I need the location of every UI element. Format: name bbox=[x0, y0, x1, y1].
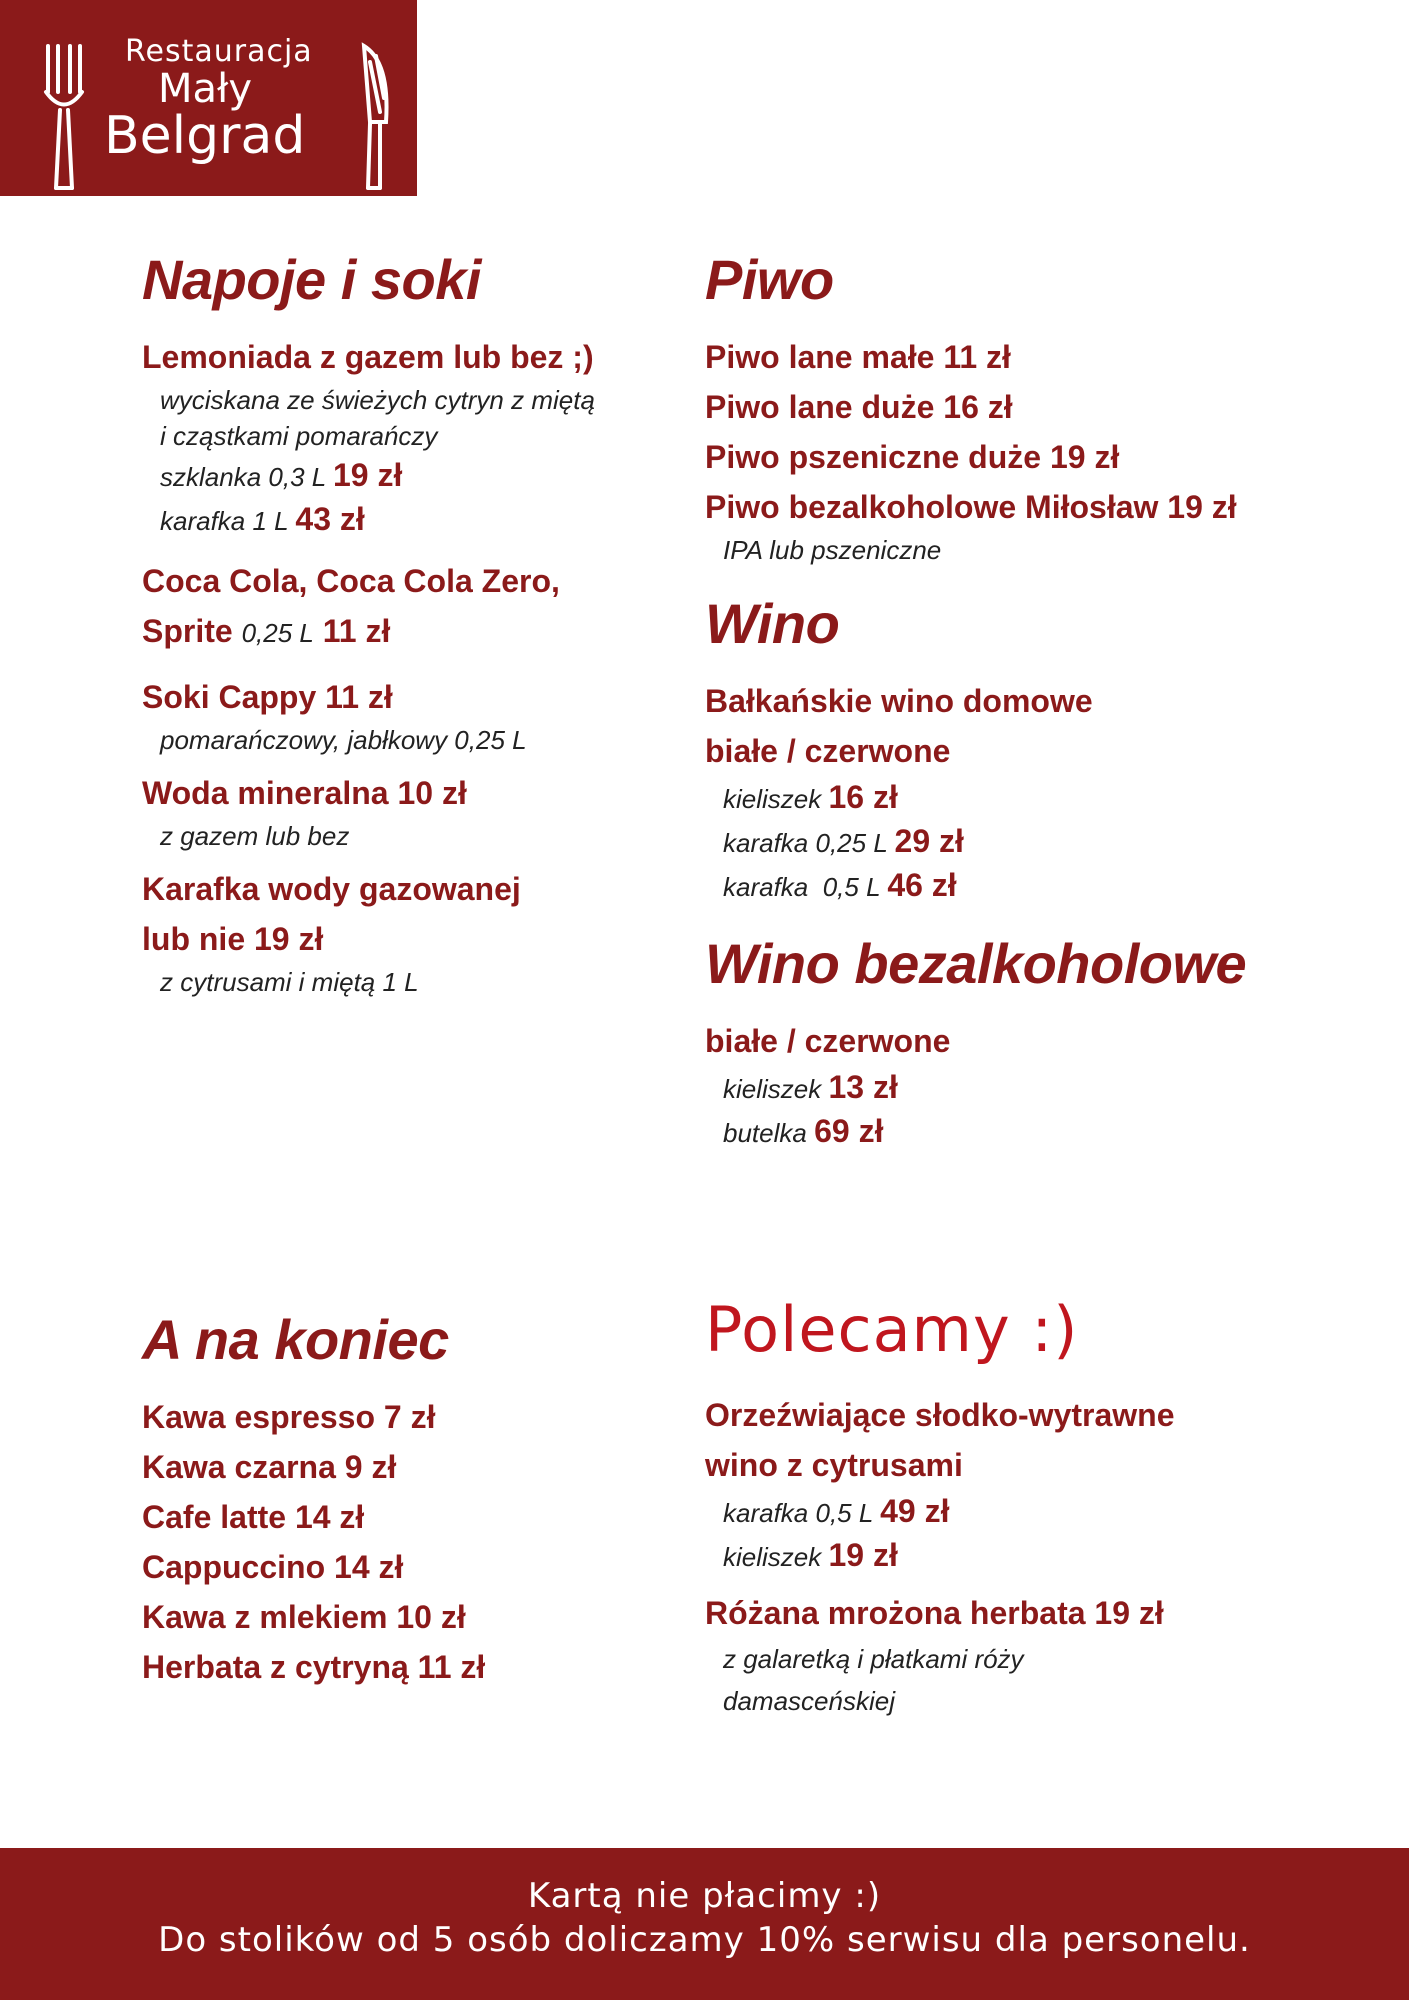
price: 46 zł bbox=[887, 867, 957, 903]
size-label: kieliszek bbox=[723, 1074, 822, 1104]
menu-item: Piwo lane małe 11 zł bbox=[705, 339, 1011, 375]
section-title: Napoje i soki bbox=[142, 248, 481, 311]
price: 13 zł bbox=[828, 1069, 898, 1105]
item-description: pomarańczowy, jabłkowy 0,25 L bbox=[160, 725, 527, 755]
item-size-price bbox=[705, 1066, 1325, 1110]
menu-item: Cappuccino 14 zł bbox=[142, 1549, 404, 1585]
menu-item-karafka-price: lub nie 19 zł bbox=[142, 921, 324, 957]
footer-line-1: Kartą nie płacimy :) bbox=[527, 1876, 882, 1916]
price: 69 zł bbox=[814, 1113, 884, 1149]
size-label: butelka bbox=[723, 1118, 807, 1148]
price: 29 zł bbox=[894, 823, 964, 859]
logo-line-3: Belgrad bbox=[104, 106, 306, 166]
section-title: A na koniec bbox=[142, 1308, 449, 1371]
price: 16 zł bbox=[828, 779, 898, 815]
menu-item-wino-cytrusy: Orzeźwiające słodko-wytrawne bbox=[705, 1397, 1175, 1433]
menu-item: Piwo bezalkoholowe Miłosław 19 zł bbox=[705, 489, 1237, 525]
section-title: Piwo bbox=[705, 248, 834, 311]
section-piwo bbox=[705, 250, 1325, 1154]
menu-item: Kawa czarna 9 zł bbox=[142, 1449, 397, 1485]
item-description: i cząstkami pomarańczy bbox=[160, 421, 438, 451]
menu-item: Piwo pszeniczne duże 19 zł bbox=[705, 439, 1120, 475]
section-koniec bbox=[142, 1310, 762, 1692]
price: 11 zł bbox=[322, 613, 391, 649]
section-polecamy bbox=[705, 1293, 1325, 1722]
item-description: IPA lub pszeniczne bbox=[723, 535, 942, 565]
item-size-price bbox=[705, 1490, 1325, 1534]
size-label: karafka 0,5 L bbox=[723, 872, 881, 902]
menu-item-wino-cytrusy-2: wino z cytrusami bbox=[705, 1447, 963, 1483]
price: 43 zł bbox=[295, 501, 365, 537]
section-napoje bbox=[142, 250, 762, 1000]
footer-banner bbox=[0, 1848, 1409, 2000]
menu-item-woda: Woda mineralna 10 zł bbox=[142, 775, 467, 811]
item-size-price bbox=[705, 820, 1325, 864]
menu-item: Piwo lane duże 16 zł bbox=[705, 389, 1013, 425]
item-size-price bbox=[705, 776, 1325, 820]
menu-item-karafka: Karafka wody gazowanej bbox=[142, 871, 521, 907]
knife-icon bbox=[356, 42, 392, 192]
item-description: z gazem lub bez bbox=[160, 821, 350, 851]
item-description: wyciskana ze świeżych cytryn z miętą bbox=[160, 385, 595, 415]
menu-item-wino-bez: białe / czerwone bbox=[705, 1023, 951, 1059]
section-title-wino-bez: Wino bezalkoholowe bbox=[705, 932, 1247, 995]
section-title: Polecamy :) bbox=[705, 1293, 1079, 1366]
footer-line-2: Do stolików od 5 osób doliczamy 10% serwisu dla personelu. bbox=[158, 1920, 1251, 1960]
item-size-price bbox=[705, 1110, 1325, 1154]
size-label: kieliszek bbox=[723, 1542, 822, 1572]
size-label: kieliszek bbox=[723, 784, 822, 814]
menu-item-sprite bbox=[142, 606, 762, 658]
menu-item-cola: Coca Cola, Coca Cola Zero, bbox=[142, 563, 560, 599]
price: 19 zł bbox=[332, 457, 403, 493]
size-label: 0,25 L bbox=[241, 618, 314, 648]
item-description: z galaretką i płatkami róży bbox=[723, 1644, 1024, 1674]
restaurant-logo bbox=[0, 0, 417, 196]
logo-line-1: Restauracja bbox=[125, 34, 313, 69]
item-size-price bbox=[705, 864, 1325, 908]
item-name: Sprite bbox=[142, 613, 233, 649]
menu-item-lemoniada: Lemoniada z gazem lub bez ;) bbox=[142, 339, 594, 375]
logo-line-2: Mały bbox=[158, 66, 253, 112]
item-size-price bbox=[142, 498, 762, 542]
menu-item: Cafe latte 14 zł bbox=[142, 1499, 365, 1535]
item-description: z cytrusami i miętą 1 L bbox=[160, 967, 419, 997]
price: 49 zł bbox=[880, 1493, 950, 1529]
item-size-price bbox=[142, 454, 762, 498]
size-label: karafka 0,25 L bbox=[723, 828, 888, 858]
menu-item: Herbata z cytryną 11 zł bbox=[142, 1649, 486, 1685]
menu-item-soki: Soki Cappy 11 zł bbox=[142, 679, 393, 715]
menu-item: Kawa espresso 7 zł bbox=[142, 1399, 436, 1435]
menu-item-wino: Bałkańskie wino domowe bbox=[705, 683, 1093, 719]
size-label: szklanka 0,3 L bbox=[160, 462, 326, 492]
size-label: karafka 0,5 L bbox=[723, 1498, 873, 1528]
menu-item: Kawa z mlekiem 10 zł bbox=[142, 1599, 466, 1635]
fork-icon bbox=[42, 42, 86, 192]
price: 19 zł bbox=[828, 1537, 898, 1573]
section-title-wino: Wino bbox=[705, 592, 840, 655]
item-description: damasceńskiej bbox=[723, 1686, 895, 1716]
item-size-price bbox=[705, 1534, 1325, 1578]
menu-item-herbata: Różana mrożona herbata 19 zł bbox=[705, 1595, 1164, 1631]
size-label: karafka 1 L bbox=[160, 506, 289, 536]
menu-item-wino-kolor: białe / czerwone bbox=[705, 733, 951, 769]
